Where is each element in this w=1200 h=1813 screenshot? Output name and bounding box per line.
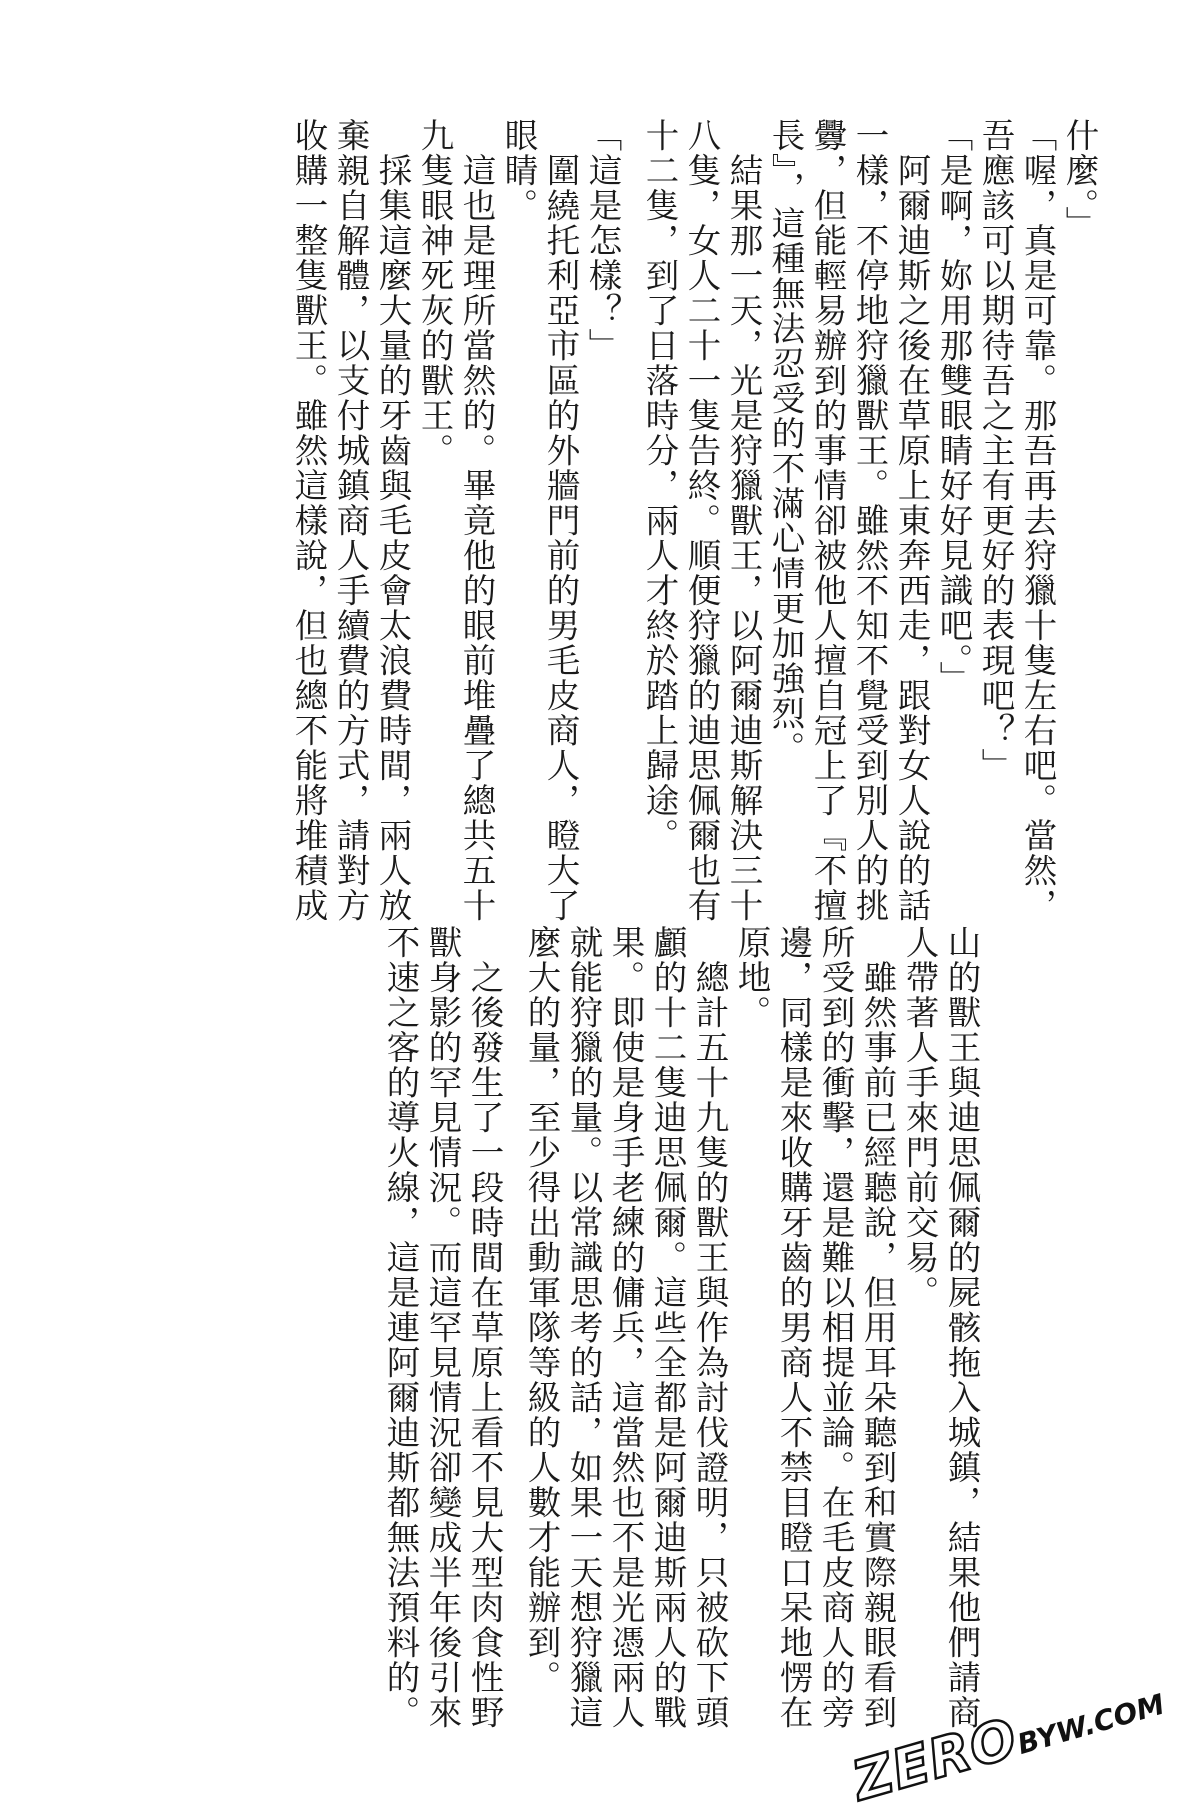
text-column: 就能狩獵的量。以常識思考的話，如果一天想狩獵這	[564, 925, 603, 1730]
text-column: 果。即使是身手老練的傭兵，這當然也不是光憑兩人	[606, 925, 645, 1730]
text-column: 收購一整隻獸王。雖然這樣說，但也總不能將堆積成	[289, 118, 328, 923]
text-column: 阿爾迪斯之後在草原上東奔西走，跟對女人說的話	[892, 118, 931, 923]
text-column: 圍繞托利亞市區的外牆門前的男毛皮商人，瞪大了	[541, 118, 580, 923]
text-column: 眼睛。	[499, 118, 538, 223]
paragraph-gap	[623, 118, 638, 918]
text-column: 總計五十九隻的獸王與作為討伐證明，只被砍下頭	[690, 925, 729, 1730]
text-column: 「這是怎樣？」	[583, 118, 622, 363]
watermark-main: ZERO	[846, 1706, 1025, 1813]
text-column: 不速之客的導火線，這是連阿爾迪斯都無法預料的。	[381, 925, 420, 1730]
text-column: 原地。	[732, 925, 771, 1030]
text-column: 顱的十二隻迪思佩爾。這些全都是阿爾迪斯兩人的戰	[648, 925, 687, 1730]
text-column: 「喔，真是可靠。那吾再去狩獵十隻左右吧。當然，	[1018, 118, 1057, 923]
text-column: 釁，但能輕易辦到的事情卻被他人擅自冠上了『不擅	[808, 118, 847, 923]
text-column: 十二隻，到了日落時分，兩人才終於踏上歸途。	[640, 118, 679, 853]
text-column: 九隻眼神死灰的獸王。	[415, 118, 454, 468]
text-column: 採集這麼大量的牙齒與毛皮會太浪費時間，兩人放	[373, 118, 412, 923]
text-column: 吾應該可以期待吾之主有更好的表現吧？」	[976, 118, 1015, 783]
text-column: 人帶著人手來門前交易。	[900, 925, 939, 1310]
text-block-top	[287, 118, 1100, 923]
text-column: 八隻，女人二十一隻告終。順便狩獵的迪思佩爾也有	[682, 118, 721, 923]
text-column: 什麼。」	[1060, 118, 1099, 242]
text-column: 棄親自解體，以支付城鎮商人手續費的方式，請對方	[331, 118, 370, 923]
text-column: 一樣，不停地狩獵獸王。雖然不知不覺受到別人的挑	[850, 118, 889, 923]
watermark-suffix: BYW.COM	[1013, 1687, 1169, 1761]
text-column: 山的獸王與迪思佩爾的屍骸拖入城鎮，結果他們請商	[942, 925, 981, 1730]
text-column: 長』，這種無法忍受的不滿心情更加強烈。	[766, 118, 805, 767]
text-column: 結果那一天，光是狩獵獸王，以阿爾迪斯解決三十	[724, 118, 763, 923]
text-column: 麼大的量，至少得出動軍隊等級的人數才能辦到。	[522, 925, 561, 1695]
text-column: 之後發生了一段時間在草原上看不見大型肉食性野	[465, 925, 504, 1730]
text-column: 獸身影的罕見情況。而這罕見情況卻變成半年後引來	[423, 925, 462, 1730]
text-column: 邊，同樣是來收購牙齒的男商人不禁目瞪口呆地愣在	[774, 925, 813, 1730]
text-column: 「是啊，妳用那雙眼睛好好見識吧。」	[934, 118, 973, 697]
paragraph-gap	[505, 925, 520, 1645]
text-column: 所受到的衝擊，還是難以相提並論。在毛皮商人的旁	[816, 925, 855, 1730]
text-block-bottom	[379, 925, 982, 1730]
text-column: 這也是理所當然的。畢竟他的眼前堆疊了總共五十	[457, 118, 496, 923]
text-column: 雖然事前已經聽說，但用耳朵聽到和實際親眼看到	[858, 925, 897, 1730]
